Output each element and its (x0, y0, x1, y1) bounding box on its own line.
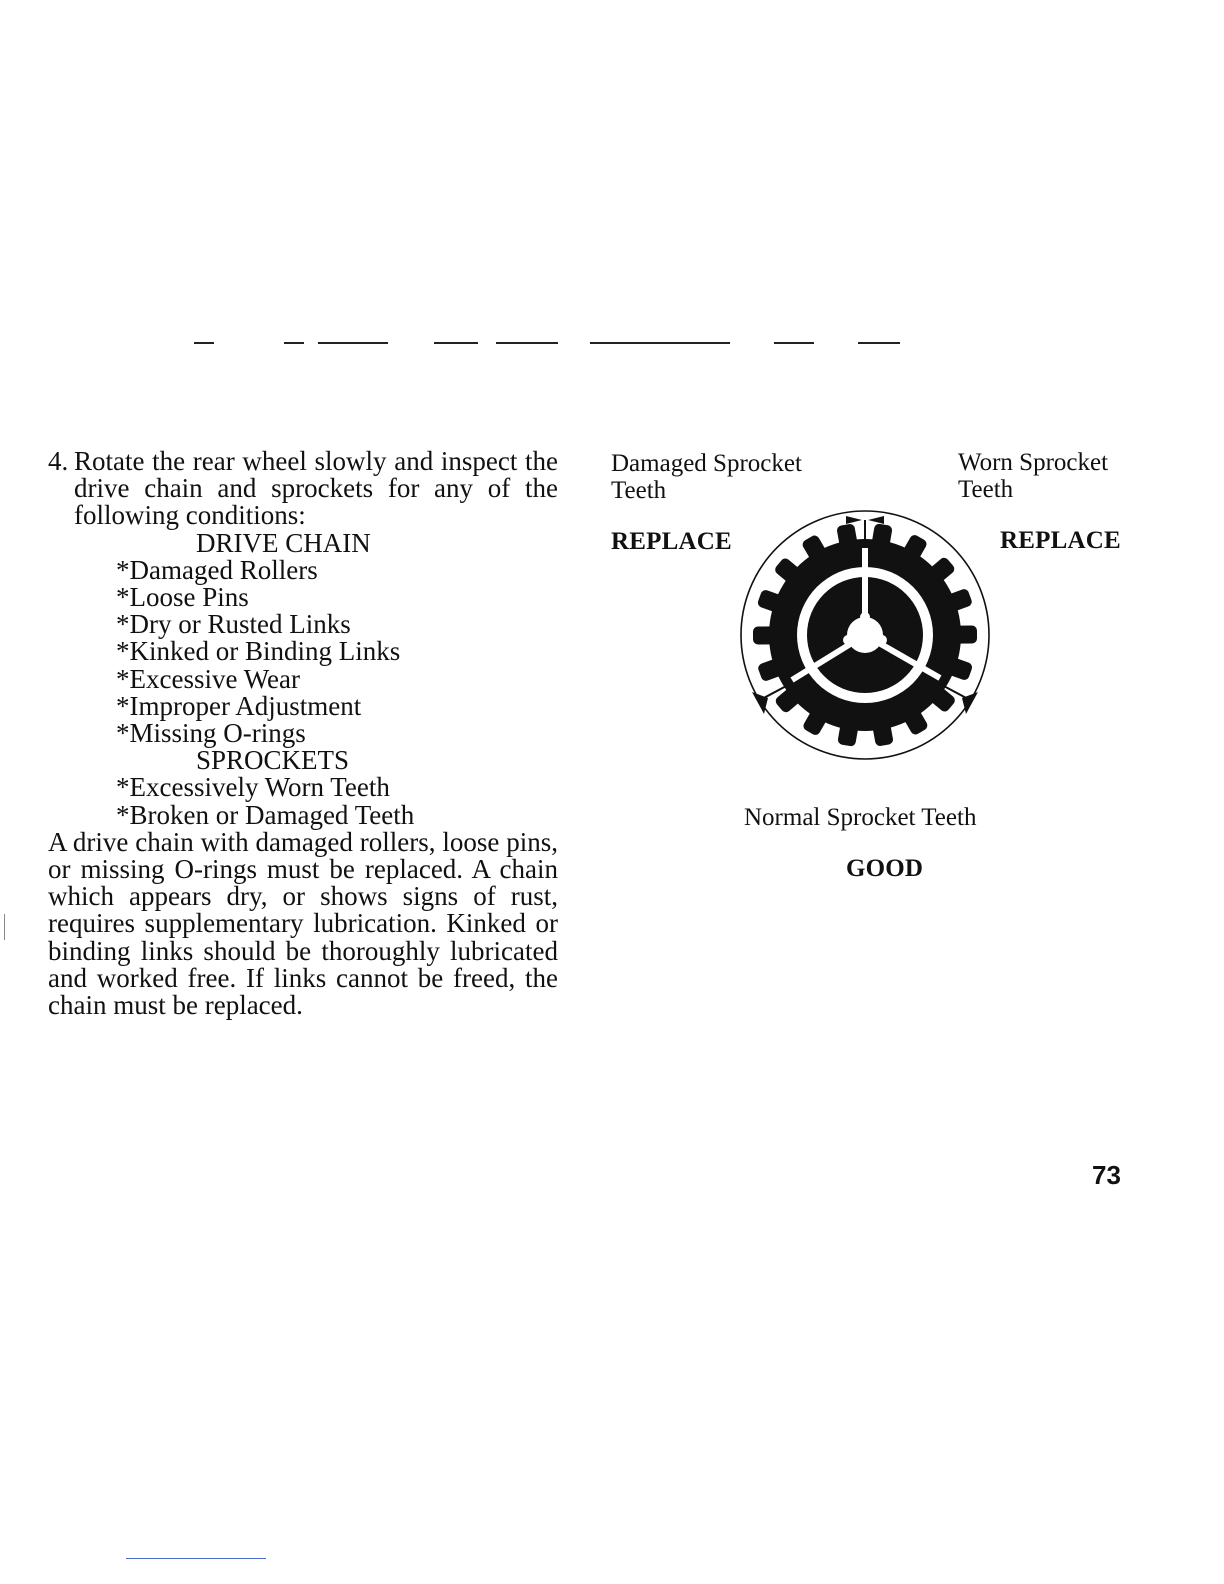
worn-teeth-label (958, 449, 1108, 503)
damaged-teeth-label-line2: Teeth (611, 477, 667, 504)
drive-chain-item: *Improper Adjustment (116, 690, 362, 721)
damaged-teeth-label (611, 450, 802, 504)
sprocket-hub (847, 617, 883, 653)
top-rule-segment (774, 342, 814, 344)
sprocket-hub-bolt (843, 635, 853, 645)
normal-teeth-verdict: GOOD (846, 855, 924, 882)
sprocket-illustration (730, 500, 1000, 770)
damaged-teeth-arrow (752, 692, 768, 714)
top-rule-segment (590, 342, 730, 344)
inspection-paragraph: A drive chain with damaged rollers, loose pins, or missing O-rings must be replaced. A chain which appears dry, or shows signs of rust, requires supplementary lubrication. Kinked or binding links should be thoroughly lubricated and worked free. If links cannot be freed, the chain must be replaced. (48, 826, 558, 1021)
bottom-rule (126, 1558, 266, 1559)
normal-teeth-arrow (962, 692, 978, 714)
sprockets-item: *Broken or Damaged Teeth (116, 799, 415, 830)
normal-teeth-label: Normal Sprocket Teeth (744, 804, 977, 831)
drive-chain-item: *Dry or Rusted Links (116, 609, 351, 640)
sprockets-heading: SPROCKETS (196, 745, 350, 776)
top-rule-segment (434, 342, 478, 344)
top-rule-segment (496, 342, 558, 344)
step-text: Rotate the rear wheel slowly and inspect the drive chain and sprockets for any of the following conditions: (74, 446, 558, 531)
drive-chain-item: *Excessive Wear (116, 663, 301, 694)
drive-chain-item: *Missing O-rings (116, 718, 306, 749)
drive-chain-heading: DRIVE CHAIN (196, 527, 371, 558)
top-rule-segment (284, 342, 304, 344)
damaged-teeth-label-line1: Damaged Sprocket (611, 450, 802, 477)
text-column (48, 448, 558, 1019)
step-4 (48, 448, 558, 530)
top-rule-segment (194, 342, 214, 344)
top-rule-segment (858, 342, 900, 344)
step-number: 4. (48, 446, 69, 476)
top-rule-segment (318, 342, 388, 344)
sprockets-item: *Excessively Worn Teeth (116, 772, 390, 803)
worn-teeth-label-line2: Teeth (958, 476, 1014, 503)
margin-mark (4, 914, 5, 940)
worn-teeth-label-line1: Worn Sprocket (958, 449, 1109, 476)
page-number: 73 (1092, 1160, 1121, 1190)
drive-chain-item: *Damaged Rollers (116, 554, 318, 585)
drive-chain-item: *Kinked or Binding Links (116, 636, 401, 667)
drive-chain-item: *Loose Pins (116, 582, 249, 613)
sprocket-hub-bolt (860, 612, 870, 622)
sprocket-hub-bolt (877, 635, 887, 645)
damaged-teeth-verdict: REPLACE (611, 528, 732, 555)
worn-teeth-verdict: REPLACE (1000, 527, 1121, 554)
